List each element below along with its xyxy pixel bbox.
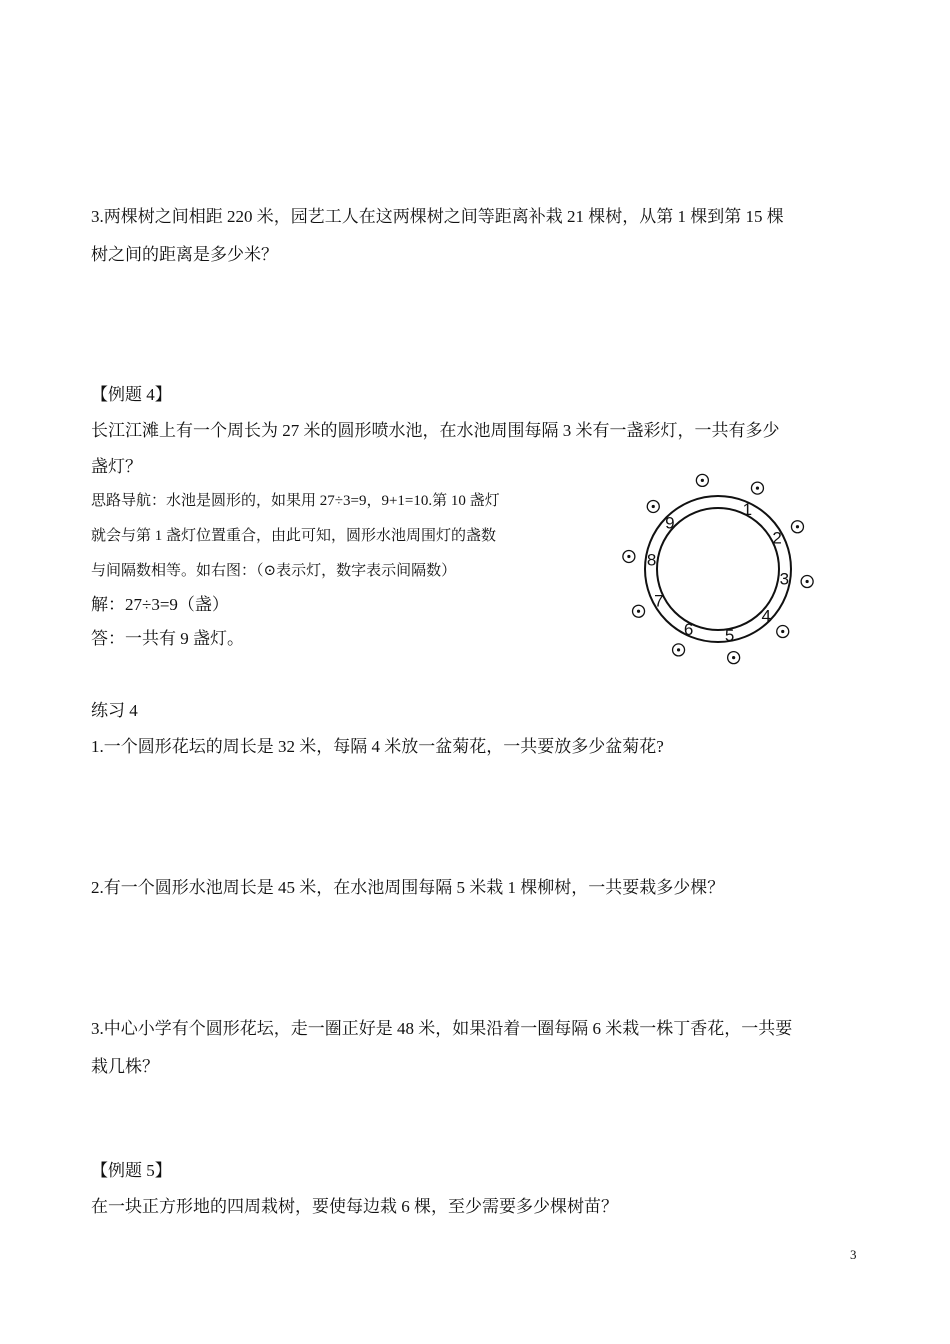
practice4-problem2: 2.有一个圆形水池周长是 45 米，在水池周围每隔 5 米栽 1 棵柳树，一共要栽多少棵？: [91, 878, 725, 897]
lamp-icon: [791, 521, 803, 533]
interval-label: 2: [772, 528, 782, 548]
interval-label: 8: [646, 550, 657, 570]
lamp-icon: [647, 500, 659, 512]
practice4-problem1: 1.一个圆形花坛的周长是 32 米，每隔 4 米放一盆菊花，一共要放多少盆菊花?: [91, 737, 664, 756]
practice4-heading: 练习 4: [91, 701, 138, 720]
lamp-icon: [623, 550, 635, 562]
example4-question-line1: 长江江滩上有一个周长为 27 米的圆形喷水池，在水池周围每隔 3 米有一盏彩灯，一共有多少: [91, 421, 780, 440]
interval-label: 3: [779, 569, 790, 589]
example4-hint-line3: 与间隔数相等。如右图：（⊙表示灯，数字表示间隔数）: [91, 563, 457, 579]
lamp-icon: [751, 482, 763, 494]
lamp-icon: [696, 474, 708, 486]
example4-hint-line1: 思路导航：水池是圆形的，如果用 27÷3=9，9+1=10.第 10 盏灯: [91, 493, 500, 509]
problem3-line2: 树之间的距离是多少米？: [91, 245, 278, 264]
practice4-problem3-line2: 栽几株？: [91, 1057, 159, 1076]
lamp-icon: [801, 576, 813, 588]
interval-label: 6: [683, 620, 694, 640]
lamp-icon: [777, 626, 789, 638]
example4-answer: 答：一共有 9 盏灯。: [91, 629, 244, 648]
interval-label: 7: [654, 591, 664, 611]
example4-heading: 【例题 4】: [91, 385, 172, 404]
interval-label: 4: [761, 606, 771, 626]
example4-hint-line2: 就会与第 1 盏灯位置重合，由此可知，圆形水池周围灯的盏数: [91, 528, 497, 544]
interval-label: 1: [742, 499, 753, 519]
example4-solution: 解：27÷3=9（盏）: [91, 595, 229, 614]
lamp-icon: [673, 644, 685, 656]
lamp-icon: [633, 605, 645, 617]
example5-heading: 【例题 5】: [91, 1161, 172, 1180]
lamp-icon: [728, 652, 740, 664]
page-number: 3: [850, 1247, 857, 1262]
problem3-line1: 3.两棵树之间相距 220 米，园艺工人在这两棵树之间等距离补栽 21 棵树，从第 1 棵到第 15 棵: [91, 207, 784, 226]
circular-pool-diagram: [612, 486, 812, 671]
interval-label: 5: [724, 625, 735, 645]
example4-question-line2: 盏灯？: [91, 457, 142, 476]
example5-question: 在一块正方形地的四周栽树，要使每边栽 6 棵，至少需要多少棵树苗？: [91, 1197, 618, 1216]
practice4-problem3-line1: 3.中心小学有个圆形花坛，走一圈正好是 48 米，如果沿着一圈每隔 6 米栽一株丁香花，一共要: [91, 1019, 793, 1038]
interval-label: 9: [665, 513, 675, 533]
